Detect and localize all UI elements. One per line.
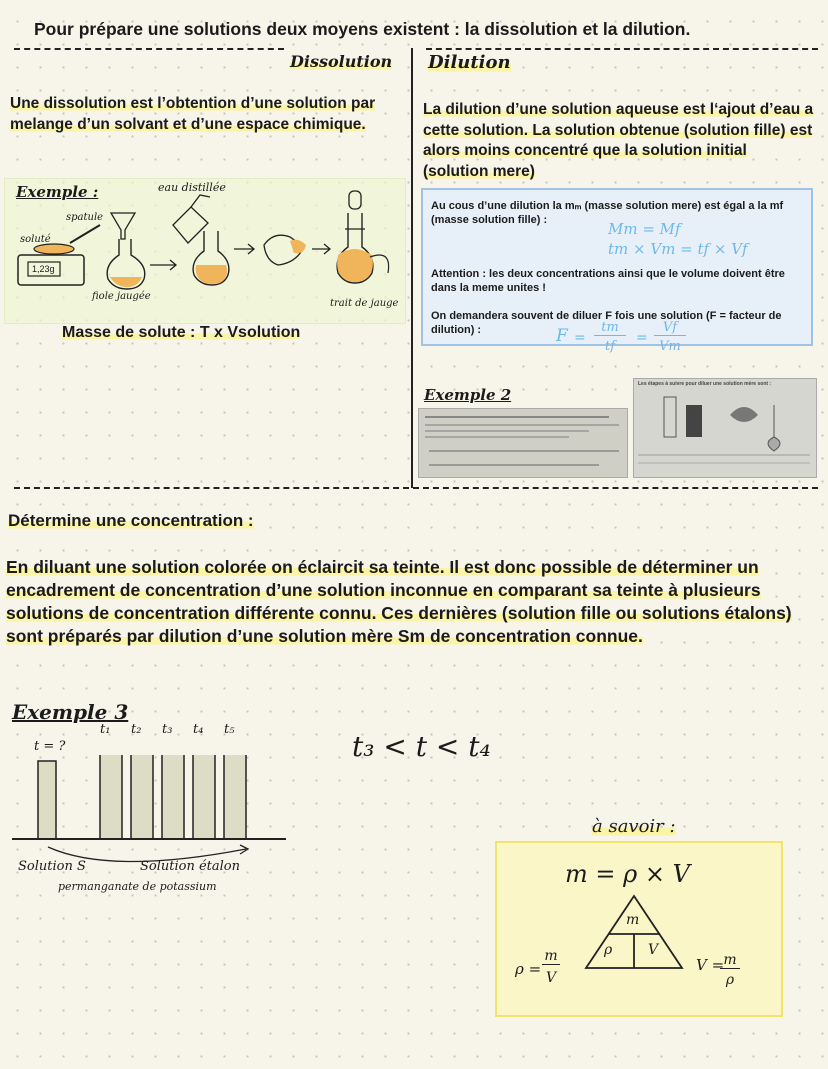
permanganate-label: permanganate de potassium bbox=[58, 880, 217, 893]
rho-den: V bbox=[545, 970, 557, 986]
triangle-top: m bbox=[626, 912, 640, 928]
middle-divider bbox=[14, 487, 818, 489]
label-eau-distillee: eau distillée bbox=[158, 181, 226, 194]
label-fiole-jaugee: fiole jaugée bbox=[92, 291, 151, 302]
dilution-heading: Dilution bbox=[428, 52, 511, 73]
tubes-diagram bbox=[10, 755, 300, 875]
tube-1 bbox=[100, 755, 122, 839]
dissolution-exemple-label: Exemple : bbox=[16, 183, 99, 201]
photo2-caption: Les étapes à suivre pour diluer une solution mère sont : bbox=[638, 381, 772, 387]
label-spatule: spatule bbox=[66, 212, 104, 223]
label-balance-value: 1,23g bbox=[32, 264, 55, 274]
solution-s-label: Solution S bbox=[18, 859, 86, 874]
unknown-tube bbox=[38, 761, 56, 839]
dilution-steps-photo bbox=[633, 378, 817, 478]
formula-concentration: tm × Vm = tf × Vf bbox=[608, 240, 748, 258]
dilution-exemple-label: Exemple 2 bbox=[424, 386, 512, 404]
v-num: m bbox=[720, 952, 740, 969]
arrow-icon bbox=[312, 244, 330, 254]
tube-label: t₄ bbox=[193, 722, 204, 737]
tube-4 bbox=[193, 755, 215, 839]
formula-eq: = bbox=[574, 330, 586, 346]
dilution-text-1: Au cous d’une dilution la mₘ (masse solution mere) est égal a la mf (masse solution fille) : bbox=[431, 200, 784, 226]
concentration-paragraph: En diluant une solution colorée on éclaircit sa teinte. Il est donc possible de déterminer un encadrement de concentration d’une solution inconnue en comparant sa teinte à plusieurs solutions de concentration différente connu. Ces dernières (solution fille ou solutions étalons) sont préparés par dilution d’une solution mère Sm de concentration connue. bbox=[6, 557, 792, 646]
label-solute: soluté bbox=[20, 234, 51, 245]
spatule-icon bbox=[70, 225, 100, 243]
arrow-icon bbox=[234, 244, 254, 254]
page-title: Pour prépare une solutions deux moyens existent : la dissolution et la dilution. bbox=[34, 19, 691, 39]
tube-5 bbox=[224, 755, 246, 839]
top-divider-right bbox=[426, 48, 818, 50]
column-divider bbox=[411, 48, 413, 488]
v-den: ρ bbox=[725, 972, 735, 988]
masse-formula: Masse de solute : T x Vsolution bbox=[62, 324, 301, 341]
concentration-exemple-label: Exemple 3 bbox=[12, 700, 129, 724]
funnel-icon bbox=[111, 213, 135, 239]
tube-2 bbox=[131, 755, 153, 839]
formula-triangle bbox=[582, 892, 686, 972]
dilution-definition: La dilution d’une solution aqueuse est l‘ajout d’eau a cette solution. La solution obtenue (solution fille) est alors moins concentré que la solution initial (solution mere) bbox=[423, 101, 814, 180]
dilution-facteur: On demandera souvent de diluer F fois une solution (F = facteur de dilution) : bbox=[431, 310, 782, 336]
tube-3 bbox=[162, 755, 184, 839]
top-divider-left bbox=[14, 48, 284, 50]
concentration-heading: Détermine une concentration : bbox=[8, 511, 254, 530]
dissolution-definition: Une dissolution est l’obtention d’une solution par melange d’un solvant et d’une espace chimique. bbox=[10, 95, 376, 133]
dilution-attention: Attention : les deux concentrations ainsi que le volume doivent être dans la meme unites ! bbox=[431, 268, 785, 294]
v-label: V = bbox=[696, 956, 725, 974]
frac2-num: Vf bbox=[654, 320, 686, 336]
label-trait-de-jauge: trait de jauge bbox=[330, 298, 399, 309]
savoir-heading: à savoir : bbox=[592, 816, 676, 837]
solute-pile bbox=[34, 244, 74, 254]
tube-label: t₅ bbox=[224, 722, 235, 737]
rho-label: ρ = bbox=[515, 960, 542, 978]
tube-label: t₂ bbox=[131, 722, 142, 737]
stopper-icon bbox=[349, 191, 361, 209]
exercise-photo bbox=[418, 408, 628, 478]
frac2-den: Vm bbox=[659, 339, 681, 354]
frac1-num: tm bbox=[594, 320, 626, 336]
triangle-left: ρ bbox=[604, 942, 613, 958]
triangle-right: V bbox=[648, 942, 659, 958]
arrow-icon bbox=[150, 260, 176, 270]
tube-label: t₁ bbox=[100, 722, 111, 737]
solution-etalon-label: Solution étalon bbox=[140, 859, 241, 874]
formula-F: F bbox=[556, 326, 568, 346]
dissolution-illustration bbox=[8, 185, 404, 315]
frac1-den: tf bbox=[604, 339, 616, 354]
savoir-formula: m = ρ × V bbox=[565, 860, 690, 888]
unknown-tube-label: t = ? bbox=[34, 739, 66, 754]
formula-masse: Mm = Mf bbox=[608, 220, 681, 238]
rho-num: m bbox=[542, 948, 560, 965]
dissolution-heading: Dissolution bbox=[290, 52, 393, 71]
formula-eq2: = bbox=[636, 330, 648, 346]
wash-bottle-icon bbox=[173, 207, 208, 243]
tube-label: t₃ bbox=[162, 722, 173, 737]
tube-labels bbox=[100, 722, 260, 737]
inequality: t₃ < t < t₄ bbox=[352, 730, 491, 763]
